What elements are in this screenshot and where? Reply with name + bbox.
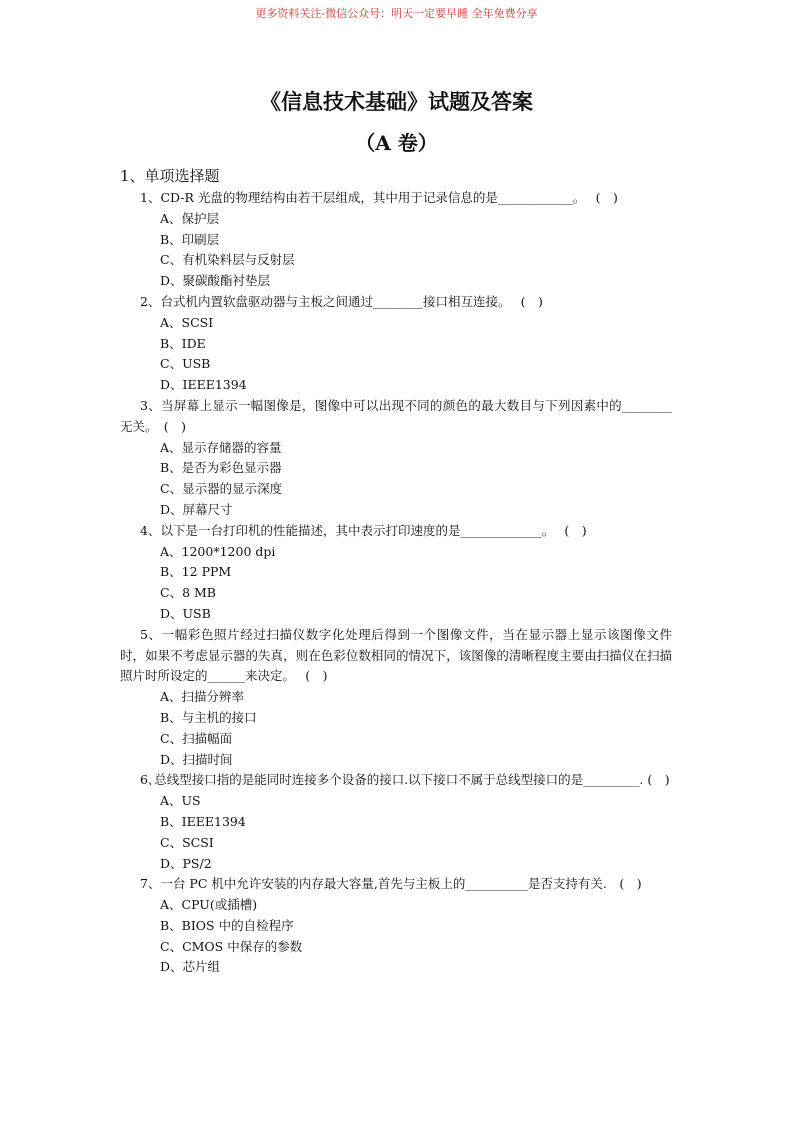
- answer-option: B、12 PPM: [160, 564, 232, 580]
- answer-option: A、扫描分辨率: [160, 689, 245, 705]
- promo-banner: 更多资料关注-微信公众号：明天一定要早睡 全年免费分享: [255, 7, 538, 20]
- question-block: [120, 770, 672, 874]
- answer-option: A、1200*1200 dpi: [160, 543, 276, 559]
- answer-option: B、IEEE1394: [160, 813, 246, 829]
- answer-option: A、CPU(或插槽): [160, 897, 258, 913]
- document-title: 《信息技术基础》试题及答案: [260, 89, 533, 114]
- answer-option: B、IDE: [160, 335, 206, 351]
- question-block: [120, 396, 672, 521]
- answer-option: D、扫描时间: [160, 751, 233, 767]
- answer-option: D、IEEE1394: [160, 377, 247, 393]
- answer-option: C、扫描幅面: [160, 730, 233, 746]
- answer-option: D、芯片组: [160, 959, 221, 975]
- question-text: 1、CD-R 光盘的物理结构由若干层组成，其中用于记录信息的是____________。 ( ): [140, 190, 618, 205]
- answer-option: C、显示器的显示深度: [160, 481, 283, 497]
- answer-option: D、聚碳酸酯衬垫层: [160, 273, 271, 289]
- answer-option: A、显示存储器的容量: [160, 439, 282, 455]
- answer-option: B、BIOS 中的自检程序: [160, 917, 294, 933]
- answer-option: A、SCSI: [160, 314, 214, 330]
- answer-option: B、印刷层: [160, 231, 220, 247]
- question-text: 6､总线型接口指的是能同时连接多个设备的接口.以下接口不属于总线型接口的是_________. ( ): [140, 772, 670, 788]
- question-block: [120, 188, 672, 292]
- answer-option: C、有机染料层与反射层: [160, 252, 295, 268]
- document-subtitle: （A 卷）: [355, 131, 438, 155]
- question-block: [120, 292, 672, 396]
- document-body: [120, 165, 672, 978]
- question-text: 7、一台 PC 机中允许安装的内存最大容量,首先与主板上的__________是否支持有关. ( ): [140, 876, 642, 892]
- question-text: 3、当屏幕上显示一幅图像是，图像中可以出现不同的颜色的最大数目与下列因素中的________无关。 ( ): [120, 397, 672, 434]
- answer-option: C、CMOS 中保存的参数: [160, 938, 303, 954]
- answer-option: D、PS/2: [160, 855, 212, 871]
- answer-option: C、USB: [160, 356, 211, 372]
- answer-option: A、保护层: [160, 210, 220, 226]
- answer-option: D、屏幕尺寸: [160, 501, 233, 517]
- question-text: 4、以下是一台打印机的性能描述，其中表示打印速度的是_____________。 ( ): [140, 522, 587, 538]
- question-text: 5、一幅彩色照片经过扫描仪数字化处理后得到一个图像文件，当在显示器上显示该图像文件时，如果不考虑显示器的失真，则在色彩位数相同的情况下，该图像的清晰程度主要由扫描仪在扫描照片时所设定的______来决定。 ( ): [120, 626, 672, 684]
- answer-option: D、USB: [160, 605, 211, 621]
- answer-option: C、SCSI: [160, 834, 214, 850]
- question-block: [120, 874, 672, 978]
- section-heading: 1、单项选择题: [120, 167, 220, 185]
- answer-option: C、8 MB: [160, 585, 216, 601]
- answer-option: B、与主机的接口: [160, 709, 257, 725]
- answer-option: B、是否为彩色显示器: [160, 460, 282, 476]
- question-block: [120, 521, 672, 625]
- question-list: [120, 188, 672, 978]
- question-text: 2、台式机内置软盘驱动器与主板之间通过________接口相互连接。 ( ): [140, 293, 543, 309]
- question-block: [120, 625, 672, 771]
- answer-option: A、US: [160, 793, 201, 809]
